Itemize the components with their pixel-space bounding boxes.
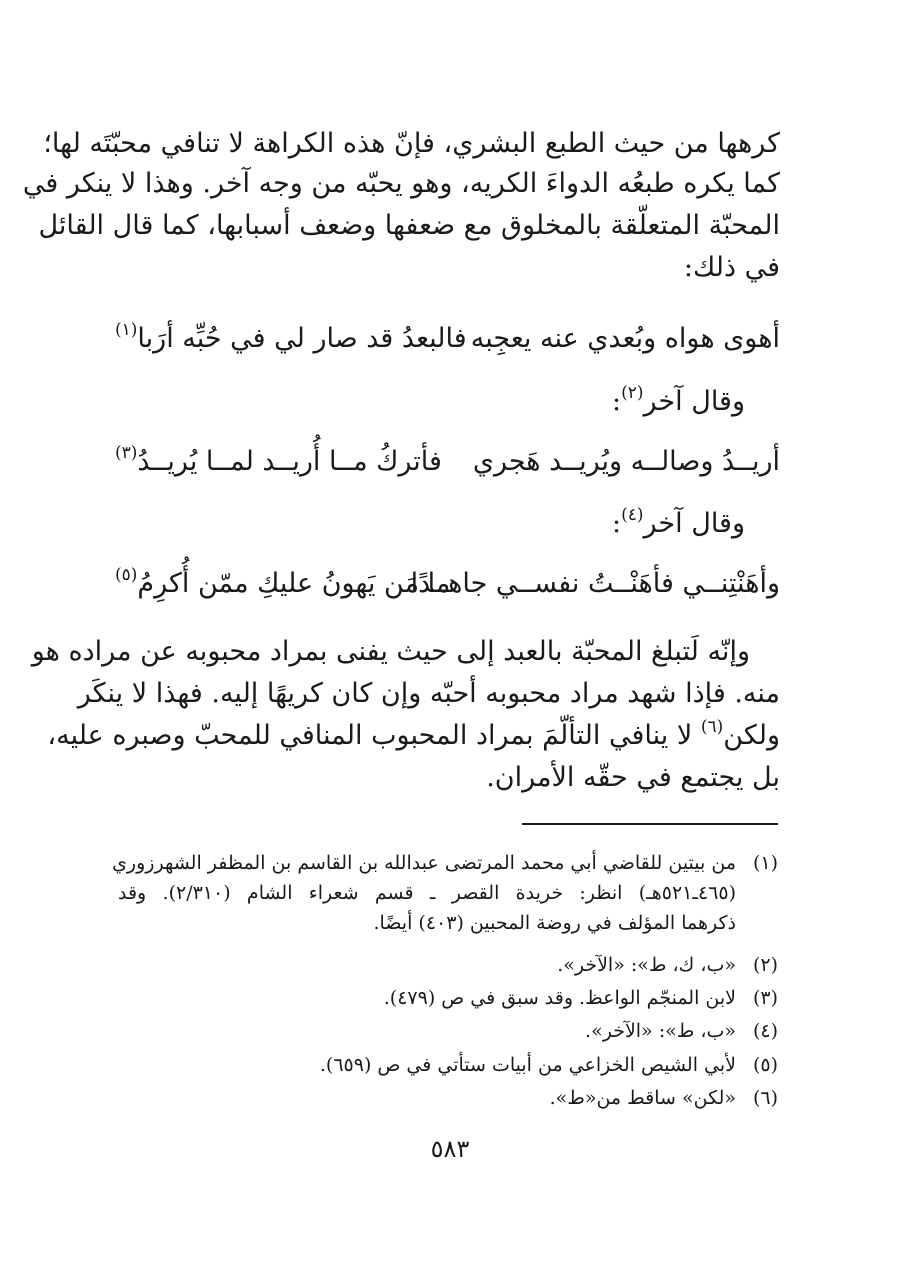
page-number: ٥٨٣ — [430, 1135, 470, 1163]
footnote-ref-2[interactable]: (٢) — [621, 383, 644, 403]
paragraph-2-line-3 — [47, 716, 780, 756]
footnote-separator — [522, 823, 778, 825]
intro-2-colon: : — [612, 386, 622, 417]
footnote-ref-4[interactable]: (٤) — [621, 505, 644, 525]
footnote-ref-6[interactable]: (٦) — [700, 717, 724, 737]
paragraph-1-line-3: المحبّة المتعلّقة بالمخلوق مع ضعفها وضعف أسبابها، كما قال القائل — [38, 210, 780, 241]
verse-3-second-hemistich — [115, 563, 450, 605]
verse-1 — [115, 318, 780, 360]
intro-line-3 — [612, 504, 745, 544]
verse-1-first-hemistich: أهوى هواه وبُعدي عنه يعجِبه — [470, 323, 780, 354]
paragraph-2-line-3-start: ولكن — [723, 720, 780, 751]
paragraph-1-line-1: كرهها من حيث الطبع البشري، فإنّ هذه الكراهة لا تنافي محبّتَه لها؛ — [43, 128, 780, 159]
intro-3-colon: : — [612, 508, 622, 539]
verse-2-second-hemistich — [115, 441, 442, 483]
footnote-2 — [118, 950, 778, 980]
paragraph-2-line-2: منه. فإذا شهد مراد محبوبه أحبّه وإن كان كريهًا إليه. فهذا لا ينكَر — [77, 678, 780, 709]
footnote-5 — [118, 1050, 778, 1080]
verse-2-first-hemistich: أريــدُ وصالــه ويُريــد هَجري — [472, 446, 780, 477]
footnote-3-line-1: لابن المنجّم الواعظ. وقد سبق في ص (٤٧٩). — [383, 987, 736, 1009]
footnote-4 — [118, 1016, 778, 1046]
verse-2 — [115, 441, 780, 483]
paragraph-1-line-4: في ذلك: — [683, 252, 780, 283]
paragraph-2-line-4: بل يجتمع في حقّه الأمران. — [486, 762, 780, 793]
footnote-1-line-3: ذكرهما المؤلف في روضة المحبين (٤٠٣) أيضًا. — [373, 912, 736, 934]
footnote-6-number: (٦) — [752, 1087, 778, 1109]
footnote-2-text — [118, 950, 736, 980]
footnote-ref-3[interactable]: (٣) — [115, 443, 138, 463]
footnote-3-number: (٣) — [752, 987, 778, 1009]
footnote-1 — [112, 848, 778, 940]
footnote-5-line-1: لأبي الشيص الخزاعي من أبيات ستأتي في ص (٦٥٩). — [319, 1054, 736, 1076]
intro-3-text: وقال آخر — [643, 508, 745, 539]
footnote-6 — [118, 1083, 778, 1113]
footnote-5-text — [118, 1050, 736, 1080]
intro-2-text: وقال آخر — [643, 386, 745, 417]
verse-3-first-hemistich: وأهَنْتِنــي فأهَنْــتُ نفســي جاهــدًا — [410, 568, 780, 599]
footnote-ref-5[interactable]: (٥) — [115, 565, 138, 585]
footnote-4-text — [118, 1016, 736, 1046]
paragraph-2-line-3-rest: لا ينافي التألّمَ بمراد المحبوب المنافي للمحبّ وصبره عليه، — [47, 720, 701, 751]
footnote-3 — [118, 983, 778, 1013]
verse-1-second-hemistich — [115, 318, 467, 360]
intro-line-2 — [612, 382, 745, 422]
footnote-3-text — [118, 983, 736, 1013]
footnote-6-line-1: «لكن» ساقط من«ط». — [549, 1087, 736, 1109]
footnote-ref-1[interactable]: (١) — [115, 320, 138, 340]
footnote-2-number: (٢) — [752, 954, 778, 976]
verse-2-second-text: فأتركُ مــا أُريــد لمــا يُريــدُ — [137, 446, 442, 477]
paragraph-1-line-2: كما يكره طبعُه الدواءَ الكريه، وهو يحبّه من وجه آخر. وهذا لا ينكر في — [22, 168, 780, 199]
verse-3 — [115, 563, 780, 605]
footnote-1-text — [112, 848, 736, 938]
footnote-4-number: (٤) — [752, 1020, 778, 1042]
verse-3-second-text: ما مَن يَهونُ عليكِ ممّن أُكرِمُ — [137, 568, 451, 599]
footnote-5-number: (٥) — [752, 1054, 778, 1076]
footnote-1-line-2: (٤٦٥ـ٥٢١هـ) انظر: خريدة القصر ـ قسم شعراء الشام (٢/٣١٠). وقد — [118, 882, 736, 904]
paragraph-2-line-1: وإنّه لَتبلغ المحبّة بالعبد إلى حيث يفنى بمراد محبوبه عن مراده هو — [31, 636, 750, 667]
footnote-6-text — [118, 1083, 736, 1113]
footnote-4-line-1: «ب، ط»: «الآخر». — [585, 1020, 736, 1042]
footnote-1-line-1: من بيتين للقاضي أبي محمد المرتضى عبدالله بن القاسم بن المظفر الشهرزوري — [112, 852, 736, 874]
footnote-2-line-1: «ب، ك، ط»: «الآخر». — [557, 954, 736, 976]
verse-1-second-text: فالبعدُ قد صار لي في حُبِّه أرَبا — [137, 323, 467, 354]
footnote-1-number: (١) — [752, 852, 778, 874]
